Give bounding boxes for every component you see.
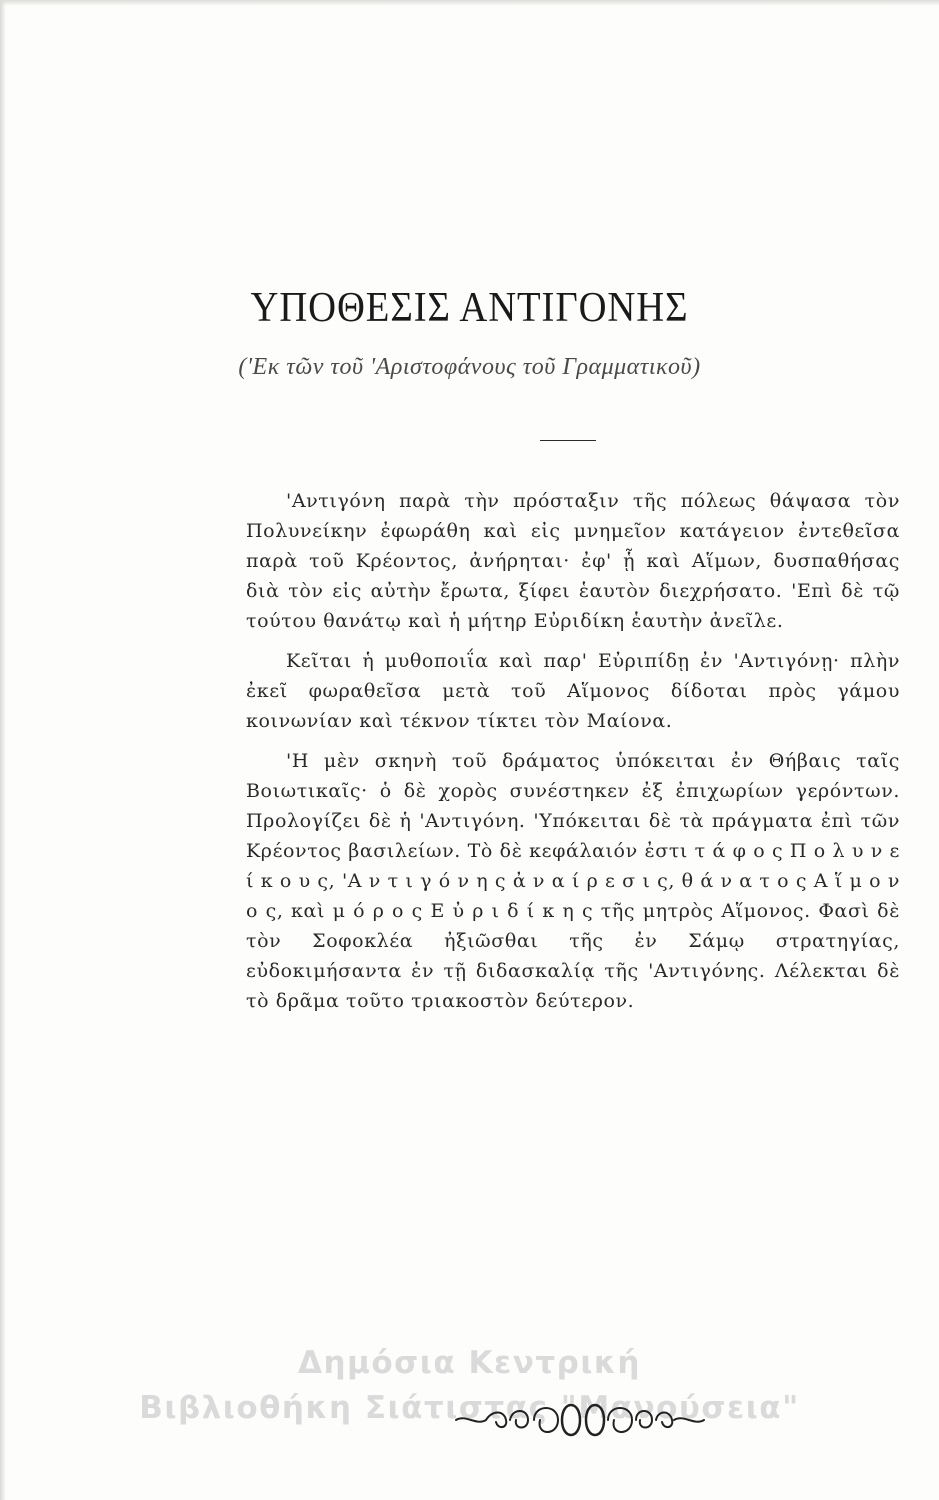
library-watermark-line2: Βιβλιοθήκη Σιάτιστας "Μανούσεια" <box>139 1390 800 1426</box>
library-watermark-line1: Δημόσια Κεντρική <box>297 1345 642 1381</box>
page-edge-shadow-left <box>0 0 6 1500</box>
paragraph-3: 'Η μὲν σκηνὴ τοῦ δράματος ὑπόκειται ἐν Θήβαις ταῖς Βοιωτικαῖς· ὁ δὲ χορὸς συνέστηκεν ἐξ ἐπιχωρίων γερόντων. Προλογίζει δὲ ἡ 'Αντιγόνη. 'Υπόκειται δὲ τὰ πράγματα ἐπὶ τῶν Κρέοντος βασιλείων. Τὸ δὲ κεφάλαιόν ἐστι τ ά φ ο ς Π ο λ υ ν ε ί κ ο υ ς, 'Α ν τ ι γ ό ν η ς ἀ ν α ί ρ ε σ ι ς, θ ά ν α τ ο ς Α ἵ μ ο ν ο ς, καὶ μ ό ρ ο ς Ε ὐ ρ ι δ ί κ η ς τῆς μητρὸς Αἵμονος. Φασὶ δὲ τὸν Σοφοκλέα ἠξιῶσθαι τῆς ἐν Σάμῳ στρατηγίας, εὐδοκιμήσαντα ἐν τῇ διδασκαλίᾳ τῆς 'Αντιγόνης. Λέλεκται δὲ τὸ δρᾶμα τοῦτο τριακοστὸν δεύτερον. <box>246 750 900 1012</box>
paragraph-2: Κεῖται ἡ μυθοποιΐα καὶ παρ' Εὐριπίδῃ ἐν 'Αντιγόνῃ· πλὴν ἐκεῖ φωραθεῖσα μετὰ τοῦ Αἵμονος δίδοται πρὸς γάμου κοινωνίαν καὶ τέκνον τίκτει τὸν Μαίονα. <box>246 650 900 732</box>
title-divider-rule <box>540 440 596 441</box>
document-subtitle: ('Εκ τῶν τοῦ 'Αριστοφάνους τοῦ Γραμματικοῦ) <box>238 354 701 380</box>
document-title: ΥΠΟΘΕΣΙΣ ΑΝΤΙΓΟΝΗΣ <box>250 285 689 331</box>
decorative-flourish-icon <box>452 1396 708 1442</box>
document-body <box>246 486 900 1026</box>
page-edge-shadow-top <box>0 0 939 6</box>
paragraph-1: 'Αντιγόνη παρὰ τὴν πρόσταξιν τῆς πόλεως θάψασα τὸν Πολυνείκην ἐφωράθη καὶ εἰς μνημεῖον κατάγειον ἐντεθεῖσα παρὰ τοῦ Κρέοντος, ἀνήρηται· ἐφ' ᾗ καὶ Αἵμων, δυσπαθήσας διὰ τὸν εἰς αὐτὴν ἔρωτα, ξίφει ἑαυτὸν διεχρήσατο. 'Επὶ δὲ τῷ τούτου θανάτῳ καὶ ἡ μήτηρ Εὐριδίκη ἑαυτὴν ἀνεῖλε. <box>246 490 900 632</box>
